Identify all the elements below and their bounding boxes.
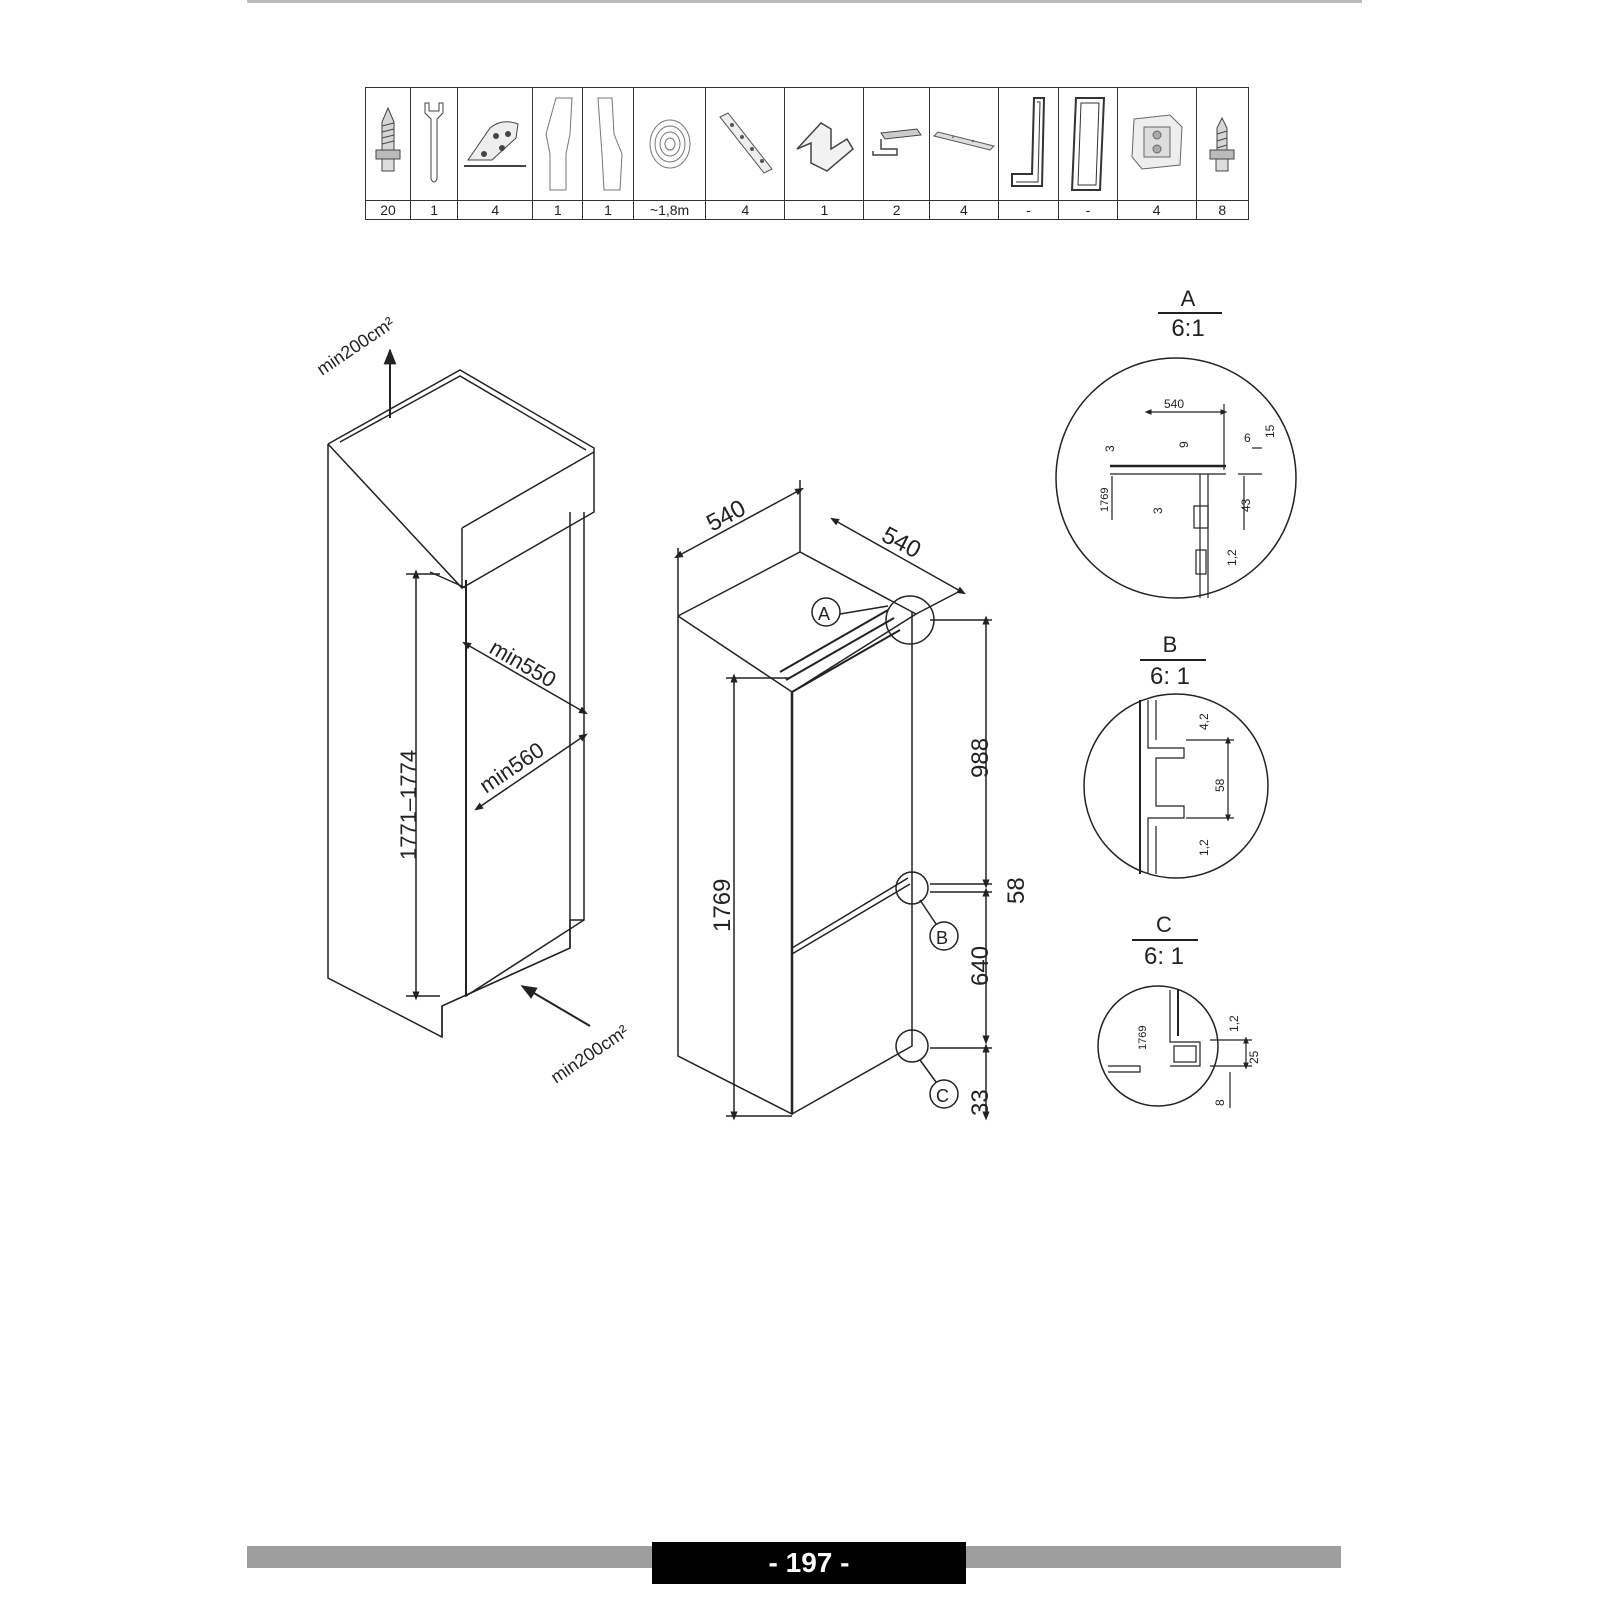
niche-drawing — [328, 350, 594, 1037]
detail-a — [1056, 286, 1296, 598]
appliance-depth-label: 540 — [877, 521, 926, 565]
detail-c — [1098, 912, 1261, 1108]
marker-a-label: A — [818, 604, 831, 624]
detail-a-dim: 1,2 — [1225, 549, 1239, 566]
detail-b-scale: 6: 1 — [1149, 663, 1191, 690]
part-qty: 4 — [1117, 201, 1196, 220]
door-gap-label: 58 — [1003, 877, 1030, 904]
detail-b-dim: 4,2 — [1197, 713, 1211, 730]
detail-c-dim: 1,2 — [1227, 1015, 1241, 1032]
page-number: - 197 - — [652, 1542, 966, 1584]
detail-b-dim: 1,2 — [1197, 839, 1211, 856]
detail-a-dim: 9 — [1177, 441, 1191, 448]
niche-height-label: 1771–1774 — [396, 749, 421, 860]
detail-a-dim: 6 — [1244, 431, 1251, 445]
detail-c-dim: 25 — [1247, 1050, 1261, 1064]
marker-c-label: C — [936, 1086, 949, 1106]
bottom-gap-label: 33 — [967, 1089, 994, 1116]
marker-b-label: B — [936, 928, 949, 948]
part-qty: 2 — [864, 201, 930, 220]
niche-vent-bottom-label: min200cm² — [547, 1020, 633, 1088]
appliance-height-label: 1769 — [709, 878, 736, 932]
detail-a-scale: 6:1 — [1171, 315, 1205, 342]
detail-a-dim: 43 — [1239, 498, 1253, 512]
appliance-drawing — [678, 480, 992, 1116]
detail-c-scale: 6: 1 — [1143, 943, 1185, 970]
part-qty: 4 — [706, 201, 785, 220]
niche-depth-label: min550 — [485, 634, 561, 693]
detail-b-dim: 58 — [1213, 778, 1227, 792]
part-qty: 1 — [583, 201, 633, 220]
appliance-width-label: 540 — [702, 494, 751, 538]
part-qty: ~1,8m — [633, 201, 706, 220]
detail-a-dim: 1769 — [1099, 487, 1111, 512]
detail-b — [1084, 632, 1268, 878]
detail-a-dim: 3 — [1151, 507, 1165, 514]
detail-a-dim: 3 — [1103, 445, 1117, 452]
part-qty: 1 — [533, 201, 583, 220]
detail-a-label: A — [1180, 286, 1196, 311]
detail-a-dim: 540 — [1164, 397, 1185, 411]
part-qty: - — [1059, 201, 1117, 220]
part-qty: 4 — [929, 201, 998, 220]
part-qty: 4 — [458, 201, 533, 220]
part-qty: 1 — [785, 201, 864, 220]
upper-door-height-label: 988 — [967, 737, 994, 778]
detail-a-dim: 15 — [1263, 424, 1277, 438]
detail-c-dim: 8 — [1213, 1099, 1227, 1106]
part-qty: 1 — [411, 201, 458, 220]
lower-door-height-label: 640 — [967, 945, 994, 986]
niche-vent-top-label: min200cm² — [313, 312, 399, 380]
detail-c-label: C — [1156, 912, 1172, 937]
part-qty: - — [998, 201, 1059, 220]
part-qty: 8 — [1196, 201, 1248, 220]
detail-b-label: B — [1162, 632, 1178, 657]
niche-width-label: min560 — [474, 737, 549, 799]
part-qty: 20 — [366, 201, 411, 220]
detail-c-dim: 1769 — [1137, 1025, 1149, 1050]
